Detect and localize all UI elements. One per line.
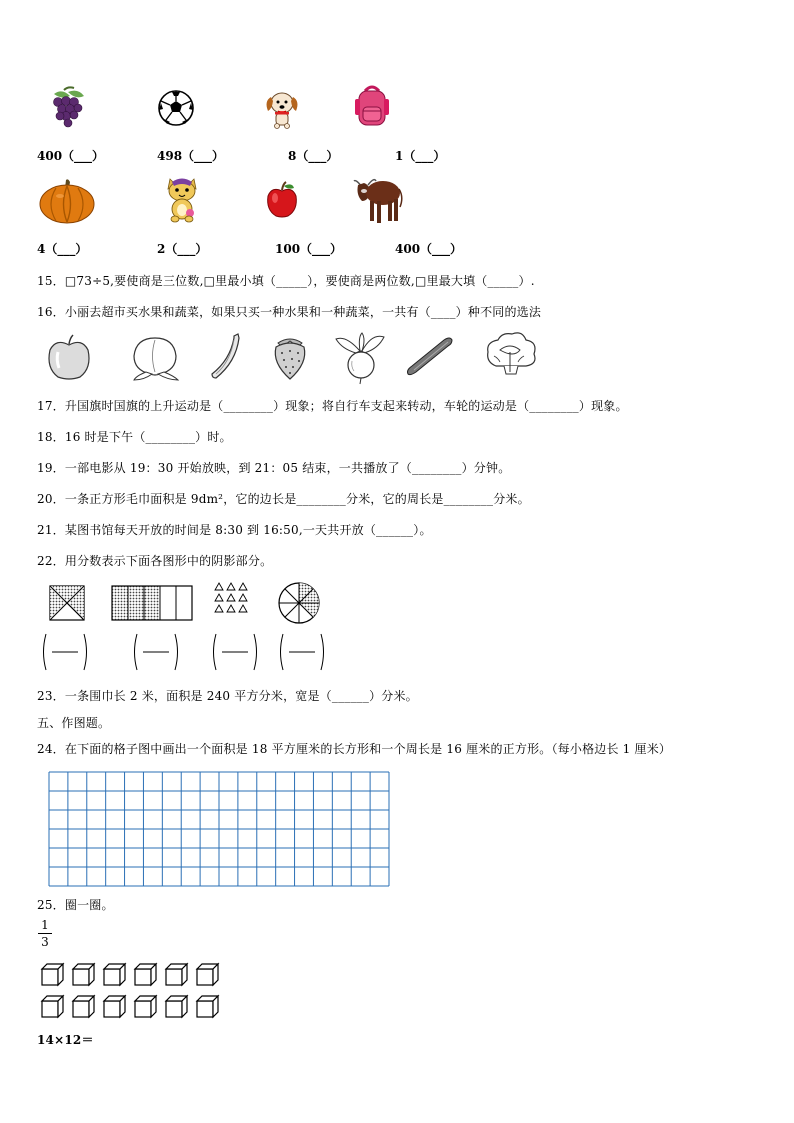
apple-icon [44, 332, 94, 382]
cube [135, 996, 156, 1017]
picture-label: 2（___） [157, 242, 208, 256]
puppy-icon [262, 87, 302, 129]
soccer-ball-icon [157, 89, 195, 127]
radish-icon [332, 331, 388, 385]
question-24: 24．在下面的格子图中画出一个面积是 18 平方厘米的长方形和一个周长是 16 厘米的正方形。（每小格边长 1 厘米） [37, 742, 672, 756]
question-16: 16．小丽去超市买水果和蔬菜，如果只买一种水果和一种蔬菜，一共有（____）种不同的选法 [37, 305, 542, 319]
fraction-numerator: 1 [41, 918, 49, 932]
peach-icon [128, 332, 182, 382]
picture-label: 8（___） [288, 149, 339, 163]
section-heading: 五、作图题。 [37, 716, 111, 730]
cow-icon [352, 171, 404, 229]
fraction-denominator: 3 [41, 935, 49, 949]
question-21: 21．某图书馆每天开放的时间是 8:30 到 16:50,一天共开放（______）。 [37, 523, 432, 537]
expression: 14×12＝ [37, 1033, 94, 1047]
question-22: 22．用分数表示下面各图形中的阴影部分。 [37, 554, 273, 568]
question-25: 25．圈一圈。 [37, 898, 114, 912]
cube [197, 996, 218, 1017]
cube [166, 996, 187, 1017]
triangles-diagram [213, 582, 253, 614]
drawing-grid[interactable] [47, 770, 391, 888]
question-15: 15．□73÷5,要使商是三位数,□里最小填（_____），要使商是两位数,□里最大填（_____）. [37, 274, 535, 288]
shaded-square-diagram [49, 585, 85, 621]
question-17: 17．升国旗时国旗的上升运动是（________）现象；将自行车支起来转动，车轮的运动是（________）现象。 [37, 399, 628, 413]
shaded-rectangle-diagram [111, 585, 193, 621]
picture-label: 498（___） [157, 149, 225, 163]
cube [197, 964, 218, 985]
cabbage-icon [480, 328, 542, 378]
cube [42, 996, 63, 1017]
shaded-circle-diagram [277, 581, 321, 625]
cube [104, 996, 125, 1017]
fraction-answer-blank[interactable] [277, 632, 325, 672]
cube [73, 996, 94, 1017]
cucumber-icon [404, 332, 456, 378]
picture-label: 100（___） [275, 242, 343, 256]
cube [135, 964, 156, 985]
cube [42, 964, 63, 985]
apple-icon [264, 180, 300, 220]
question-19: 19．一部电影从 19：30 开始放映，到 21：05 结束，一共播放了（________）分钟。 [37, 461, 511, 475]
picture-label: 400（___） [395, 242, 463, 256]
grapes-icon [44, 86, 88, 132]
fraction-answer-blank[interactable] [131, 632, 179, 672]
question-23: 23．一条围巾长 2 米，面积是 240 平方分米，宽是（______）分米。 [37, 689, 418, 703]
cube [73, 964, 94, 985]
fraction-one-third [38, 918, 52, 949]
picture-label: 400（___） [37, 149, 105, 163]
picture-label: 4（___） [37, 242, 88, 256]
banana-icon [208, 332, 244, 382]
strawberry-icon [270, 333, 310, 381]
cube-grid[interactable] [40, 962, 230, 1024]
picture-label: 1（___） [395, 149, 446, 163]
cat-icon [160, 177, 204, 223]
fraction-answer-blank[interactable] [40, 632, 88, 672]
question-20: 20．一条正方形毛巾面积是 9dm²，它的边长是________分米，它的周长是________分米。 [37, 492, 530, 506]
backpack-icon [353, 83, 391, 129]
cube [104, 964, 125, 985]
question-18: 18．16 时是下午（________）时。 [37, 430, 232, 444]
pumpkin-icon [38, 176, 96, 224]
cube [166, 964, 187, 985]
fraction-answer-blank[interactable] [210, 632, 258, 672]
